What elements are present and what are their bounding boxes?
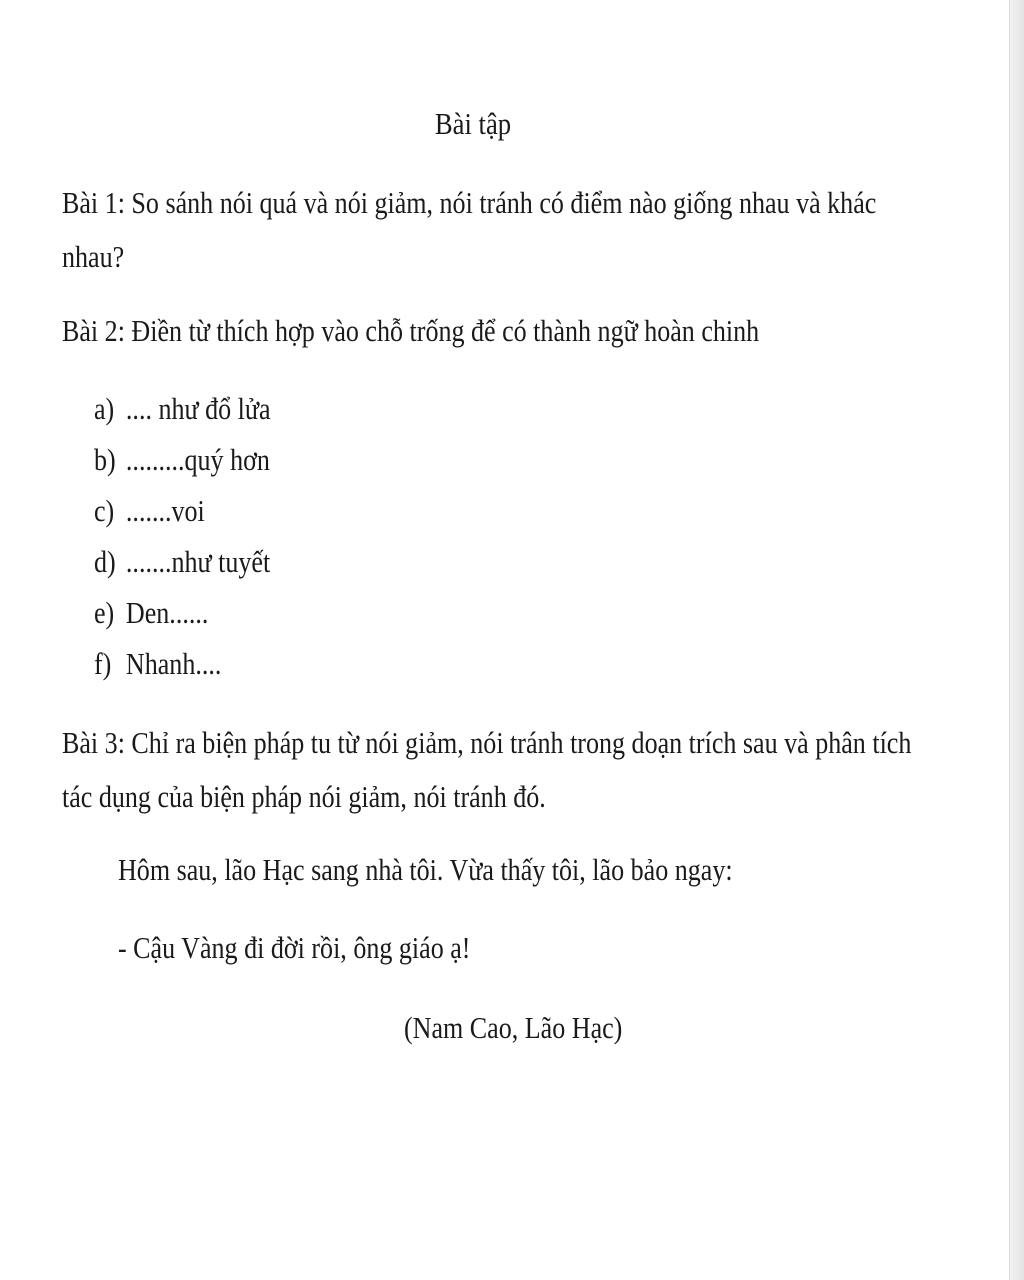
page-edge-divider — [1009, 0, 1024, 1280]
exercise-3-line-2: tác dụng của biện pháp nói giảm, nói tránh đó. — [62, 779, 546, 814]
list-item — [94, 541, 271, 592]
list-item-text: .........quý hơn — [125, 442, 270, 477]
list-item — [94, 439, 271, 490]
exercise-1-line-2: nhau? — [62, 239, 125, 274]
exercise-2-list — [94, 388, 271, 694]
list-item-marker: b) — [94, 442, 116, 477]
list-item-text: .......voi — [125, 493, 205, 528]
excerpt-line-2: - Cậu Vàng đi đời rồi, ông giáo ạ! — [118, 930, 471, 965]
list-item — [94, 388, 271, 439]
list-item-marker: d) — [94, 544, 116, 579]
excerpt-source: (Nam Cao, Lão Hạc) — [404, 1010, 623, 1045]
list-item — [94, 490, 271, 541]
list-item-text: .... như đổ lửa — [125, 391, 271, 426]
list-item — [94, 592, 271, 643]
list-item-text: .......như tuyết — [125, 544, 271, 579]
list-item-marker: a) — [94, 391, 115, 426]
exercise-1-line-1: Bài 1: So sánh nói quá và nói giảm, nói tránh có điểm nào giống nhau và khác — [62, 185, 877, 220]
exercise-3-line-1: Bài 3: Chỉ ra biện pháp tu từ nói giảm, nói tránh trong doạn trích sau và phân tích — [62, 725, 912, 760]
list-item — [94, 643, 271, 694]
list-item-marker: e) — [94, 595, 115, 630]
list-item-text: Nhanh.... — [125, 646, 222, 681]
page-title: Bài tập — [434, 106, 512, 141]
list-item-marker: c) — [94, 493, 115, 528]
list-item-text: Den...... — [125, 595, 209, 630]
exercise-2-prompt: Bài 2: Điền từ thích hợp vào chỗ trống để có thành ngữ hoàn chinh — [62, 313, 760, 348]
list-item-marker: f) — [94, 646, 112, 681]
excerpt-line-1: Hôm sau, lão Hạc sang nhà tôi. Vừa thấy tôi, lão bảo ngay: — [118, 852, 733, 887]
